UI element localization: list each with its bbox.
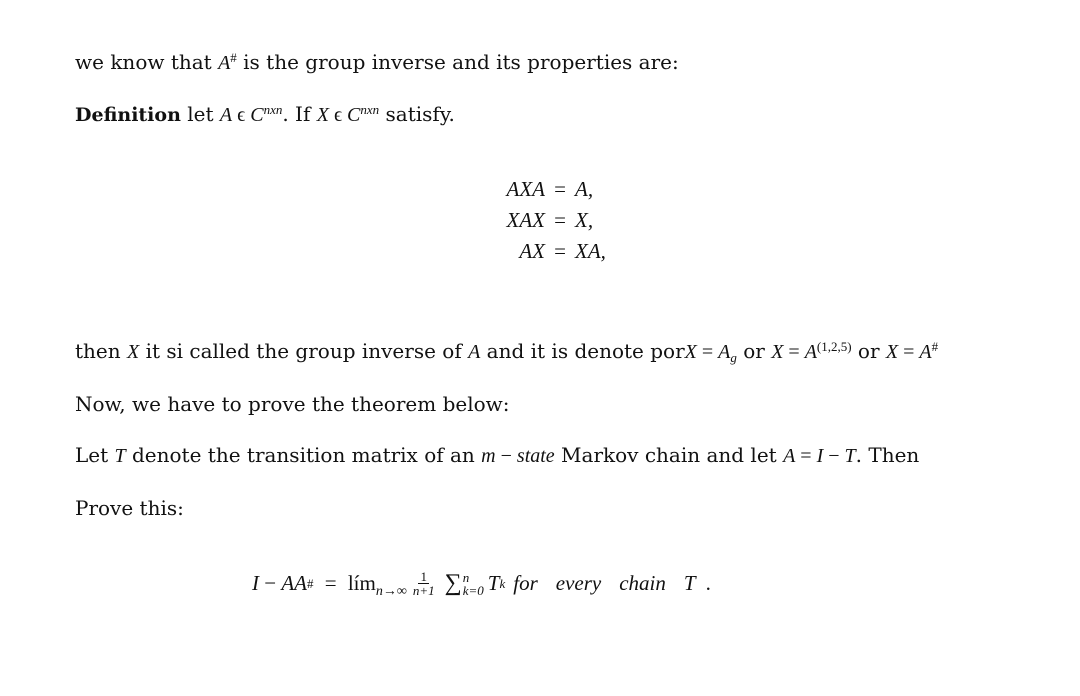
equation-lhs: AX: [519, 239, 545, 263]
math-A: A: [783, 445, 796, 467]
minus-sign: −: [495, 445, 517, 467]
equation-lhs: AXA: [506, 177, 545, 201]
prove-text: Prove this:: [75, 496, 184, 520]
sum-lower-limit: k=0: [462, 582, 484, 598]
minus-sign: −: [823, 445, 845, 467]
limit-operator: [347, 571, 407, 599]
math-X: X: [684, 341, 697, 363]
def-text-3: satisfy.: [379, 102, 455, 126]
text: or: [736, 339, 772, 363]
sum-upper-limit: n: [462, 569, 470, 585]
subscript-g: g: [730, 349, 737, 365]
math-C: C: [347, 104, 361, 126]
fraction: [411, 570, 437, 597]
theorem-statement: [75, 443, 919, 468]
group-inverse-line: [75, 339, 938, 364]
equation-row: [440, 174, 640, 205]
minus-sign: −: [259, 571, 282, 595]
definition-line: [75, 102, 455, 127]
math-I: I: [252, 571, 259, 595]
math-A: A: [219, 104, 233, 126]
equals-sign: =: [696, 341, 719, 363]
math-A: A: [804, 341, 817, 363]
math-T: T: [114, 445, 126, 467]
equation-lhs: XAX: [506, 208, 545, 232]
sum-symbol: ∑: [444, 570, 462, 596]
math-m: m: [481, 445, 496, 467]
intro-line: [75, 50, 679, 75]
math-state: state: [516, 445, 555, 467]
word-chain: chain: [619, 571, 666, 595]
fraction-numerator: 1: [420, 569, 427, 584]
equation-rhs: A,: [575, 177, 594, 201]
def-text-1: let: [180, 102, 220, 126]
equals-sign: =: [898, 341, 920, 363]
equals-sign: =: [795, 445, 817, 467]
text: Let: [75, 443, 115, 467]
equals-sign: =: [554, 208, 566, 232]
group-inverse-sup: #: [230, 49, 237, 65]
limit-formula: I − AA # = lím n→∞ $\frac{1}{n+1}$ ∑ n k=0 T k for every chain T .: [252, 569, 711, 599]
math-T: T: [844, 445, 856, 467]
theorem-intro-text: Now, we have to prove the theorem below:: [75, 392, 510, 416]
group-inverse-sup: #: [931, 338, 939, 354]
equals-sign: =: [319, 571, 342, 595]
word-every: every: [555, 571, 602, 595]
math-I: I: [816, 445, 824, 467]
math-C: C: [250, 104, 264, 126]
equals-sign: =: [783, 341, 805, 363]
equation-rhs: X,: [575, 208, 594, 232]
equals-sign: =: [554, 177, 566, 201]
def-text-2: . If: [282, 102, 317, 126]
text: Markov chain and let: [554, 443, 784, 467]
theorem-intro: [75, 392, 510, 416]
text: then: [75, 339, 127, 363]
math-T: T: [683, 571, 696, 595]
definition-label: Definition: [75, 104, 181, 126]
math-A: A: [468, 341, 481, 363]
index-sup: (1,2,5): [816, 338, 852, 354]
period: .: [705, 571, 711, 595]
equation-row: [440, 236, 640, 267]
element-of-symbol: ϵ: [232, 104, 251, 126]
word-for: for: [513, 571, 538, 595]
math-X: X: [771, 341, 784, 363]
lim-subscript: n→∞: [375, 584, 407, 599]
dimension-sup: nxn: [360, 101, 380, 117]
equation-rhs: XA,: [575, 239, 606, 263]
math-A: A: [718, 341, 731, 363]
math-X: X: [885, 341, 899, 363]
sum-limits: [463, 571, 484, 597]
math-X: X: [127, 341, 140, 363]
equation-row: [440, 205, 640, 236]
math-T: T: [487, 571, 500, 595]
text: it si called the group inverse of: [139, 339, 469, 363]
fraction-denominator: n+1: [412, 583, 435, 598]
math-AA: AA: [281, 571, 307, 595]
text: or: [851, 339, 886, 363]
math-A: A: [218, 52, 231, 74]
equation-block: [440, 174, 640, 267]
text: . Then: [855, 443, 920, 467]
element-of-symbol: ϵ: [328, 104, 348, 126]
prove-line: [75, 496, 184, 520]
math-X: X: [316, 104, 329, 126]
equals-sign: =: [554, 239, 566, 263]
math-A: A: [919, 341, 932, 363]
dimension-sup: nxn: [263, 101, 283, 117]
intro-suffix: is the group inverse and its properties are:: [236, 50, 679, 74]
lim-text: lím: [347, 571, 376, 595]
text: denote the transition matrix of an: [125, 443, 482, 467]
intro-text: we know that: [75, 50, 219, 74]
text: and it is denote por: [480, 339, 685, 363]
